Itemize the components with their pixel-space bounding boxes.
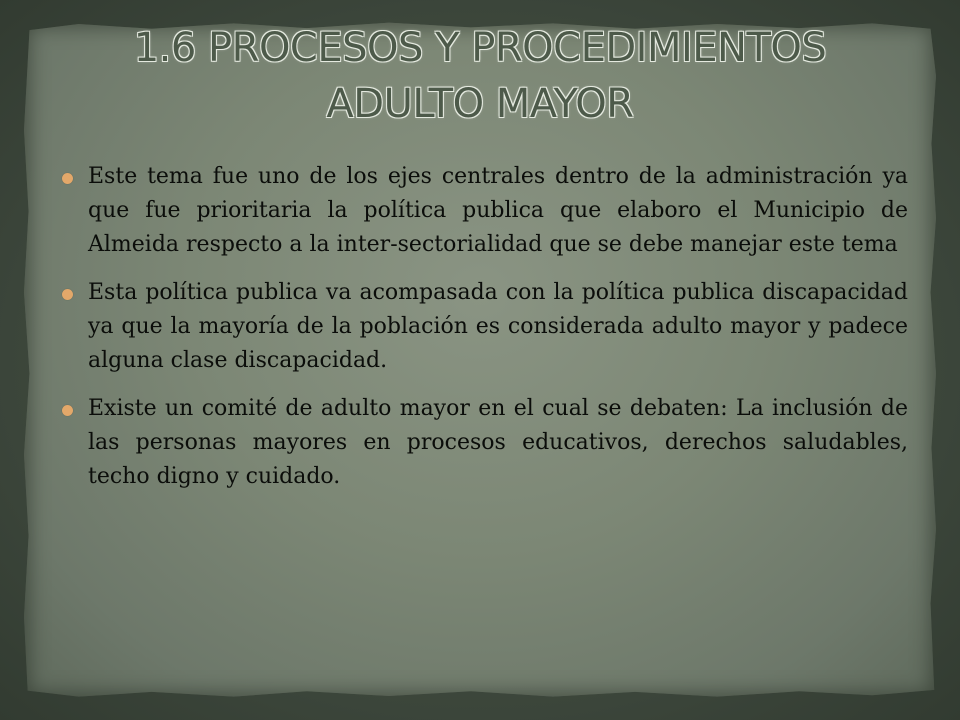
bullet-item: [62, 392, 908, 494]
bullet-item: [62, 160, 908, 262]
bullet-text: Esta política publica va acompasada con la política publica discapacidad ya que la mayoría de la población es considerada adulto mayor y padece alguna clase discapacidad.: [88, 280, 908, 373]
bullet-text: Este tema fue uno de los ejes centrales dentro de la administración ya que fue prioritaria la política publica que elaboro el Municipio de Almeida respecto a la inter-sectorialidad que se debe manejar este tema: [88, 164, 908, 257]
bullet-list: [62, 160, 908, 508]
bullet-dot-icon: [62, 405, 73, 416]
bullet-item: [62, 276, 908, 378]
bullet-dot-icon: [62, 173, 73, 184]
slide-title: 1.6 PROCESOS Y PROCEDIMIENTOS ADULTO MAYOR: [133, 25, 827, 127]
bullet-dot-icon: [62, 289, 73, 300]
bullet-text: Existe un comité de adulto mayor en el cual se debaten: La inclusión de las personas mayores en procesos educativos, derechos saludables, techo digno y cuidado.: [88, 396, 908, 489]
